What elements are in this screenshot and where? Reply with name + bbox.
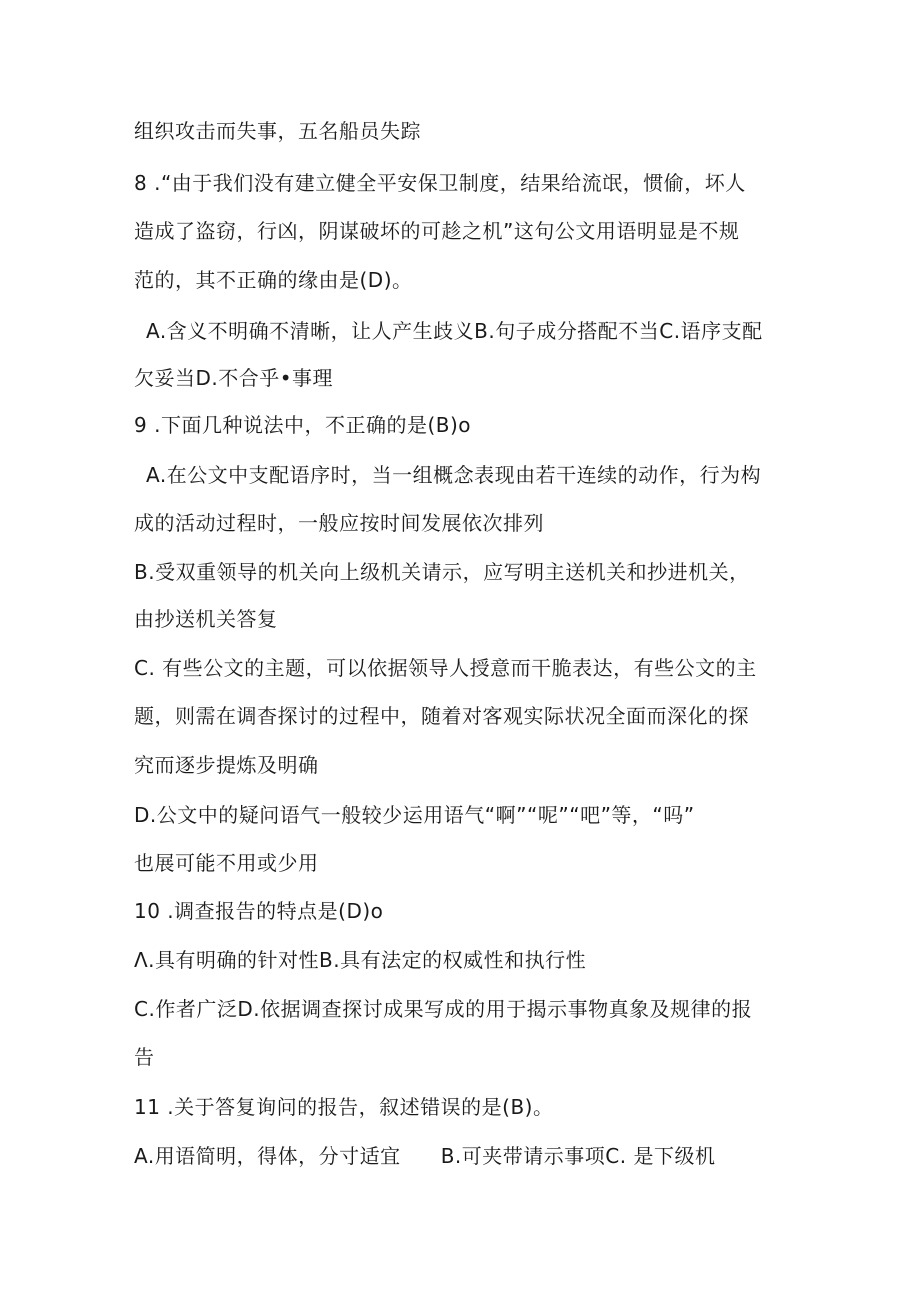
option-b-c-text: B.可夹带请示事项C. 是下级机 [440, 1144, 716, 1168]
question-8-line-2: 造成了盗窃，行凶，阴谋破坏的可趁之机”这句公文用语明显是不规 [134, 219, 740, 243]
question-8-line-3: 范的，其不正确的缘由是(D)。 [134, 268, 413, 292]
question-9-option-a-line-1: A.在公文中支配语序时，当一组概念表现由若干连续的动作，行为构 [146, 463, 762, 487]
question-10-options-line-1: Λ.具有明确的针对性B.具有法定的权威性和执行性 [134, 948, 587, 972]
question-11-options-line-1 [134, 1141, 715, 1171]
question-9-option-b-line-1: B.受双重领导的机关向上级机关请示，应写明主送机关和抄进机关， [134, 560, 750, 584]
question-9-option-d-line-2: 也展可能不用或少用 [134, 851, 319, 875]
question-8-line-1: 8 .“由于我们没有建立健全平安保卫制度，结果给流氓，惯偷，坏人 [134, 171, 746, 195]
question-9-option-b-line-2: 由抄送机关答复 [134, 607, 278, 631]
question-9-option-c-line-1: C. 有些公文的主题，可以依据领导人授意而干脆表达，有些公文的主 [134, 656, 757, 680]
question-9-line-1: 9 .下面几种说法中，不正确的是(B)o [134, 413, 472, 437]
question-9-option-c-line-3: 究而逐步提炼及明确 [134, 753, 319, 777]
question-8-options-line-2: 欠妥当D.不合乎•事理 [134, 366, 334, 390]
question-9-option-c-line-2: 题，则需在调杳探讨的过程中，随着对客观实际状况全面而深化的探 [134, 704, 749, 728]
question-9-option-a-line-2: 成的活动过程时，一般应按时间发展依次排列 [134, 511, 544, 535]
question-10-options-line-2: C.作者广泛D.依据调查探讨成果写成的用于揭示事物真象及规律的报 [134, 997, 753, 1021]
question-10-line-1: 10 .调查报告的特点是(D)o [134, 899, 384, 923]
option-a-text: A.用语简明，得体，分寸适宜 [134, 1144, 401, 1168]
question-8-options-line-1: A.含义不明确不清晰，让人产生歧义B.句子成分搭配不当C.语序支配 [146, 319, 763, 343]
question-9-option-d-line-1: D.公文中的疑问语气一般较少运用语气“啊”“呢”“吧”等，“吗” [134, 803, 695, 827]
question-10-options-line-3: 告 [134, 1045, 155, 1069]
question-11-line-1: 11 .关于答复询问的报告，叙述错误的是(B)。 [134, 1095, 554, 1119]
text-line: 组织攻击而失事，五名船员失踪 [134, 119, 421, 143]
